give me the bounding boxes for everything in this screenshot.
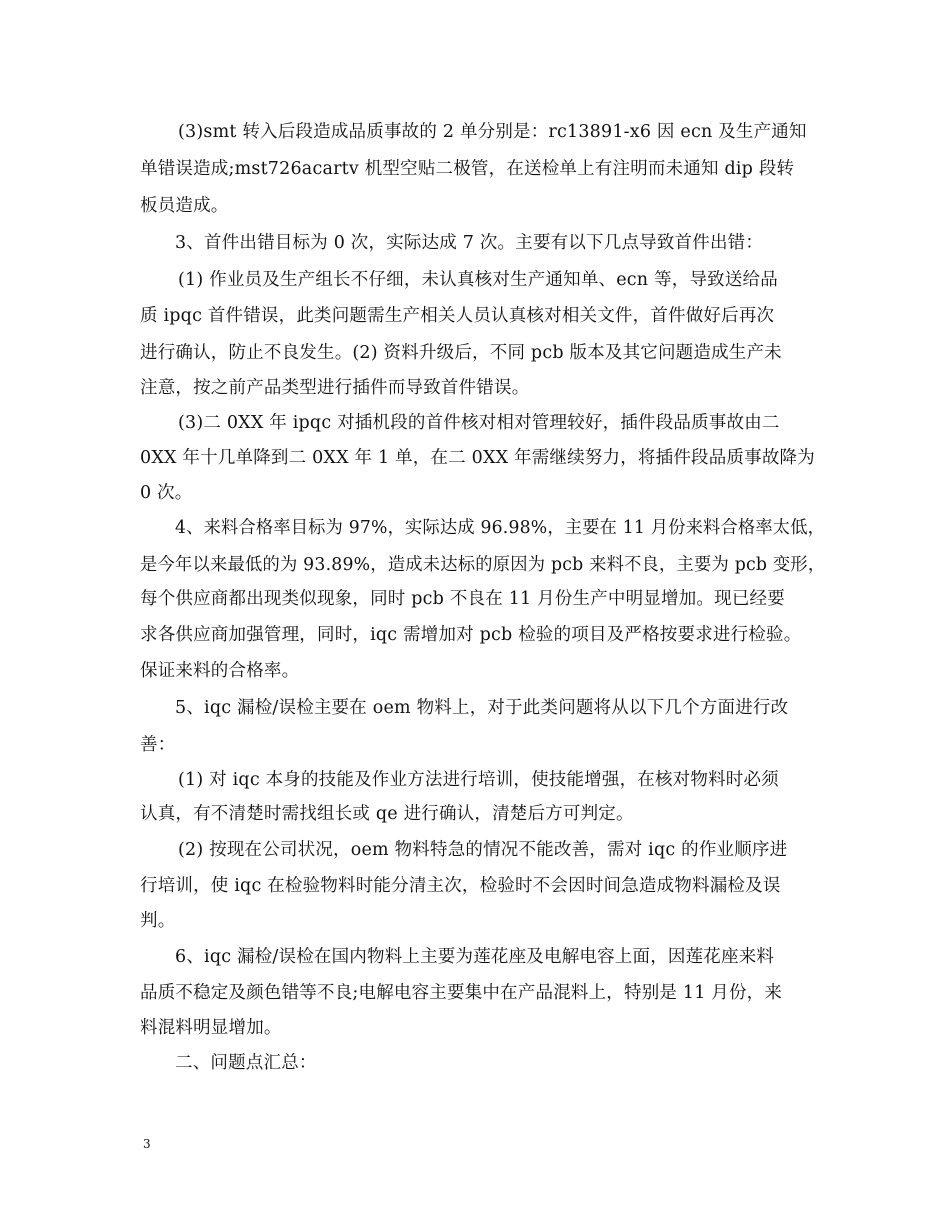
section-heading: 二、问题点汇总： (175, 1053, 317, 1073)
paragraph-line: 料混料明显增加。 (140, 1018, 282, 1038)
paragraph-line: 5、iqc 漏检/误检主要在 oem 物料上，对于此类问题将从以下几个方面进行改 (175, 698, 789, 718)
paragraph-line: 进行确认，防止不良发生。(2) 资料升级后，不同 pcb 版本及其它问题造成生产未 (140, 343, 782, 363)
paragraph-line: 注意，按之前产品类型进行插件而导致首件错误。 (140, 378, 530, 398)
paragraph-line: (3)smt 转入后段造成品质事故的 2 单分别是：rc13891-x6 因 ecn 及生产通知 (178, 122, 807, 142)
paragraph-line: (1) 作业员及生产组长不仔细，未认真核对生产通知单、ecn 等，导致送给品 (178, 270, 778, 290)
paragraph-line: 6、iqc 漏检/误检在国内物料上主要为莲花座及电解电容上面，因莲花座来料 (175, 947, 775, 967)
paragraph-line: 善： (140, 735, 176, 755)
paragraph-line: 求各供应商加强管理，同时，iqc 需增加对 pcb 检验的项目及严格按要求进行检验。 (140, 625, 802, 645)
paragraph-line: 每个供应商都出现类似现象，同时 pcb 不良在 11 月份生产中明显增加。现已经要 (140, 589, 785, 609)
paragraph-line: (1) 对 iqc 本身的技能及作业方法进行培训，使技能增强，在核对物料时必须 (178, 770, 779, 790)
paragraph-line: 判。 (140, 911, 176, 931)
paragraph-line: 0 次。 (140, 483, 193, 503)
paragraph-line: 0XX 年十几单降到二 0XX 年 1 单，在二 0XX 年需继续努力，将插件段品质事故降为 (140, 448, 815, 468)
paragraph-line: 3、首件出错目标为 0 次，实际达成 7 次。主要有以下几点导致首件出错： (175, 233, 764, 253)
paragraph-line: 4、来料合格率目标为 97%，实际达成 96.98%，主要在 11 月份来料合格率太低， (175, 518, 826, 538)
paragraph-line: (2) 按现在公司状况，oem 物料特急的情况不能改善，需对 iqc 的作业顺序进 (178, 840, 788, 860)
paragraph-line: 认真，有不清楚时需找组长或 qe 进行确认，清楚后方可判定。 (140, 804, 634, 824)
paragraph-line: 板员造成。 (140, 196, 229, 216)
paragraph-line: 是今年以来最低的为 93.89%，造成未达标的原因为 pcb 来料不良，主要为 pcb 变形， (140, 555, 826, 575)
paragraph-line: 品质不稳定及颜色错等不良;电解电容主要集中在产品混料上，特别是 11 月份，来 (140, 983, 783, 1003)
paragraph-line: (3)二 0XX 年 ipqc 对插机段的首件核对相对管理较好，插件段品质事故由二 (178, 413, 780, 433)
paragraph-line: 行培训，使 iqc 在检验物料时能分清主次，检验时不会因时间急造成物料漏检及误 (140, 876, 781, 896)
page-number: 3 (143, 1137, 151, 1151)
paragraph-line: 质 ipqc 首件错误，此类问题需生产相关人员认真核对相关文件，首件做好后再次 (140, 306, 775, 326)
paragraph-line: 保证来料的合格率。 (140, 661, 300, 681)
paragraph-line: 单错误造成;mst726acartv 机型空贴二极管，在送检单上有注明而未通知 dip 段转 (140, 159, 795, 179)
